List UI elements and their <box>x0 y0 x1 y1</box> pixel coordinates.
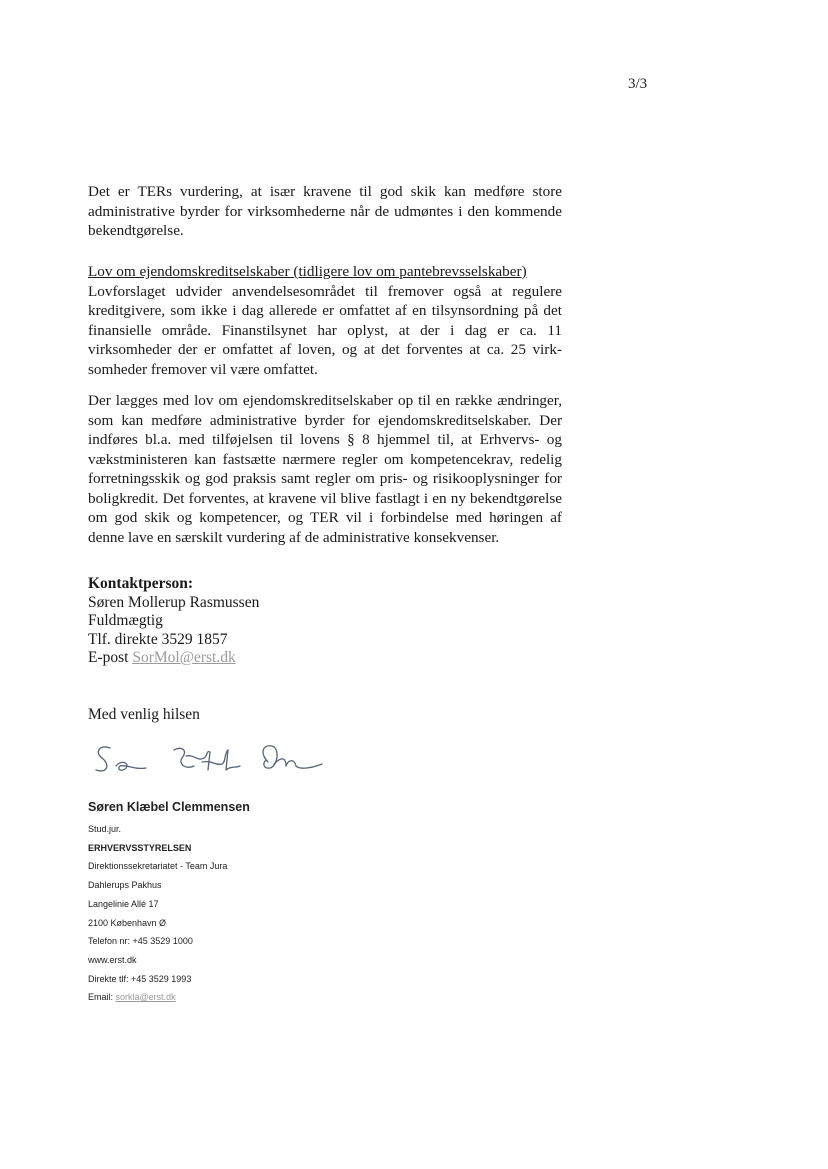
signer-city: 2100 København Ø <box>88 917 167 928</box>
signer-department: Direktionssekretariatet - Team Jura <box>88 861 228 872</box>
contact-name: Søren Mollerup Rasmussen <box>88 593 260 611</box>
assessment-paragraph <box>88 182 562 241</box>
signer-direct-phone: Direkte tlf: +45 3529 1993 <box>88 973 192 984</box>
contact-email-line <box>88 649 259 668</box>
signer-organization: ERHVERVSSTYRELSEN <box>88 842 192 853</box>
contact-email-label: E-post <box>88 649 133 666</box>
signer-building: Dahlerups Pakhus <box>88 880 162 891</box>
page-number: 3/3 <box>628 76 648 92</box>
signer-role: Stud.jur. <box>88 824 122 834</box>
signer-email-link[interactable]: sorkla@erst.dk <box>115 992 176 1003</box>
signer-website[interactable]: www.erst.dk <box>88 954 137 965</box>
contact-phone: Tlf. direkte 3529 1857 <box>88 630 228 648</box>
changes-paragraph <box>88 391 562 547</box>
signer-street: Langelinie Allé 17 <box>88 898 159 909</box>
contact-title: Fuldmægtig <box>88 612 163 629</box>
handwritten-signature <box>90 736 330 782</box>
section-text: Lovforslaget udvider anvendelsesområdet til fremover også at regulere kreditgivere, som ikke i dag allerede er omfattet af en tilsynsordning på det finansielle område. Finanstilsynet har oplyst, at der i dag er ca. 11 virksomheder der er omfattet af loven, og at det forventes at ca. 25 virksomheder fremover vil være omfattet. <box>88 282 562 378</box>
signer-name: Søren Klæbel Clemmensen <box>88 800 250 814</box>
contact-block <box>88 575 259 668</box>
signature-block <box>88 800 250 1007</box>
closing-greeting: Med venlig hilsen <box>88 706 200 723</box>
signer-email-line <box>88 988 250 1007</box>
assessment-text: Det er TERs vurdering, at især kravene til god skik kan medføre store administrative byrder for virksomhederne når de udmøntes i den kommende bekendtgørelse. <box>88 183 562 239</box>
changes-text: Der lægges med lov om ejendomskreditselskaber op til en række ændringer, som kan medføre administrative byrder for ejendomskreditselskaber. Der indføres bl.a. med tilføjelsen til lovens § 8 hjemmel til, at Erhvervs- og vækstministeren kan fastsætte nærmere regler om kompetencekrav, redelig forretningsskik og god praksis samt regler om pris- og risikooplysninger for boligkredit. Det forventes, at kravene vil blive fastlagt i en ny bekendtgørelse om god skik og kompetencer, og TER vil i forbindelse med høringen af denne lave en særskilt vurdering af de administrative konsekvenser. <box>88 392 562 546</box>
contact-heading: Kontaktperson: <box>88 575 194 592</box>
contact-email-link[interactable]: SorMol@erst.dk <box>132 649 236 666</box>
signer-email-label: Email: <box>88 992 116 1003</box>
law-section <box>88 262 562 379</box>
signer-phone: Telefon nr: +45 3529 1000 <box>88 936 193 947</box>
section-heading: Lov om ejendomskreditselskaber (tidligere lov om pantebrevsselskaber) <box>88 263 527 280</box>
